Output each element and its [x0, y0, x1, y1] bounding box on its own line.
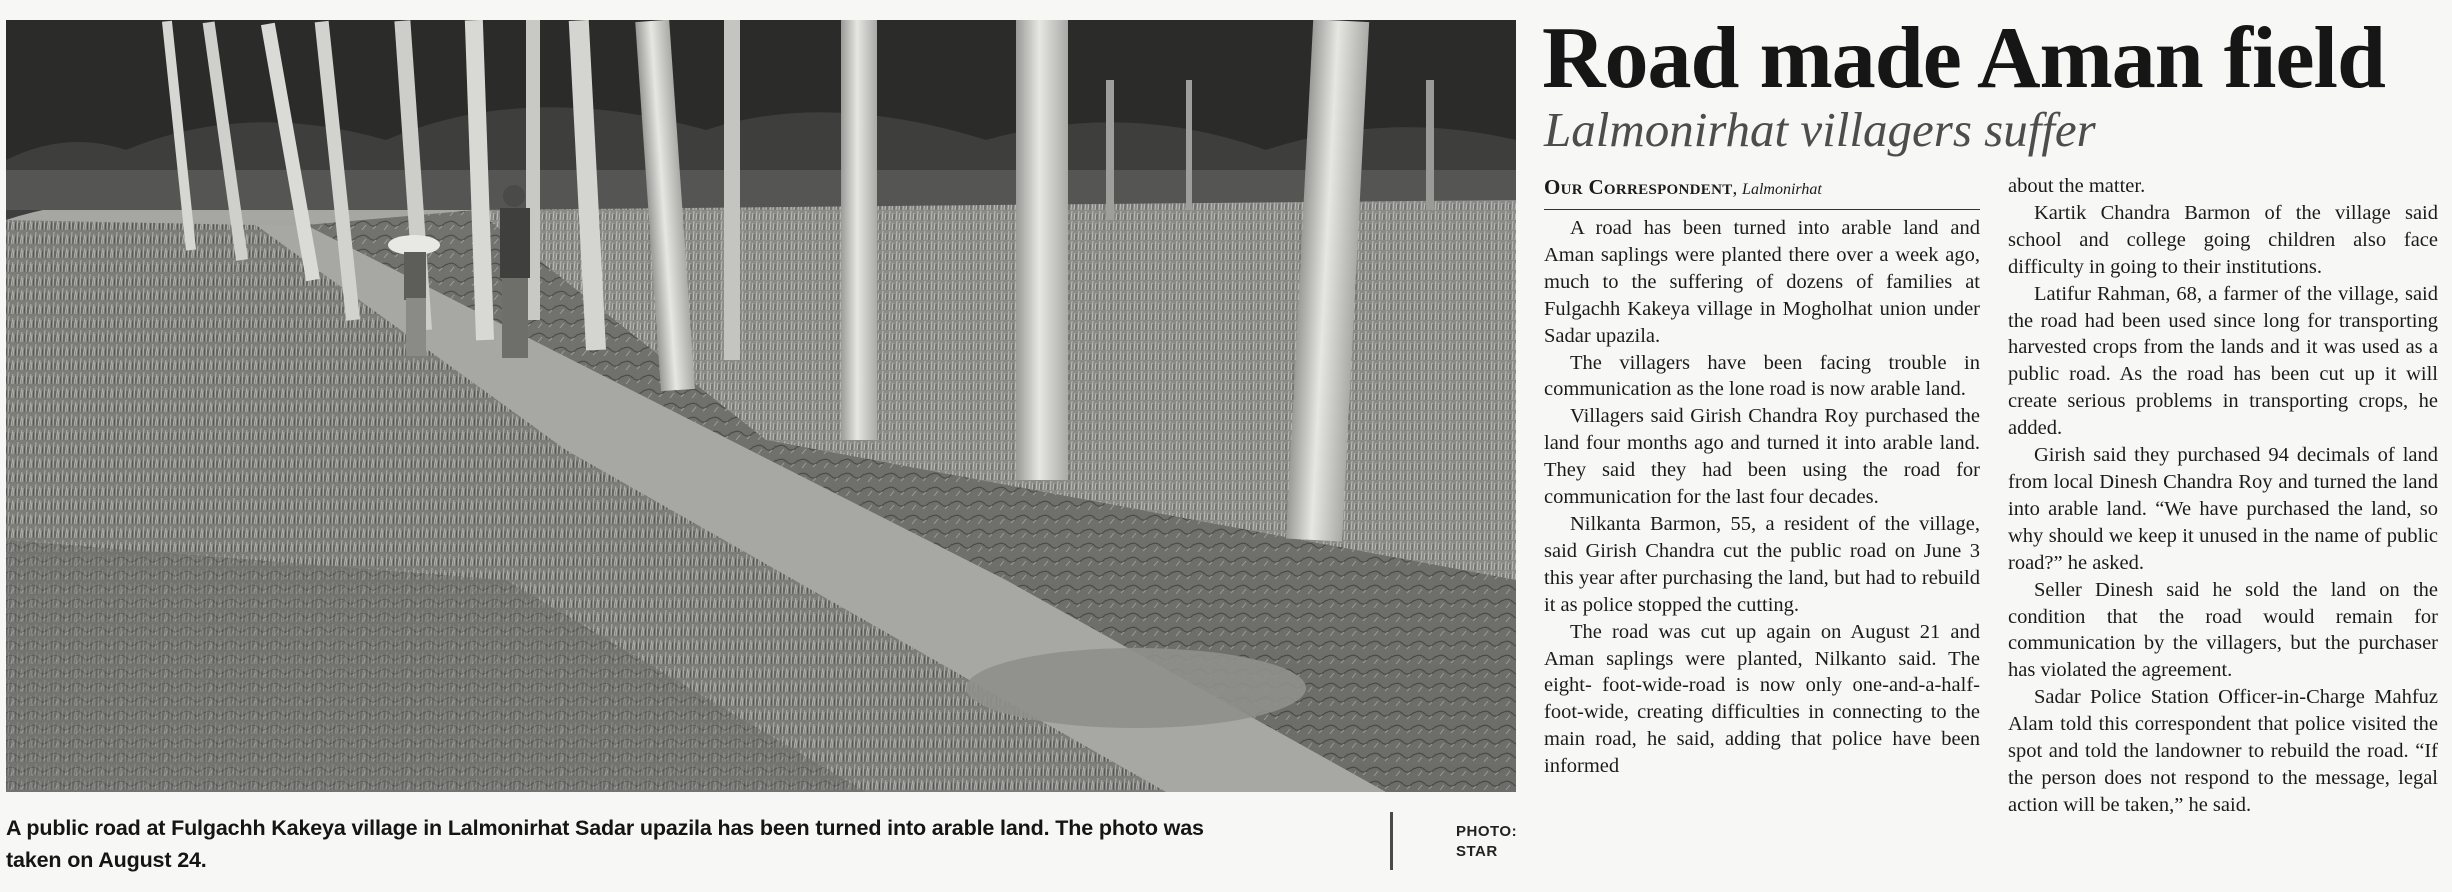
photo-credit-label: PHOTO:: [1456, 823, 1518, 840]
byline-separator: ,: [1732, 178, 1743, 199]
paragraph: Seller Dinesh said he sold the land on the condition that the road would remain for communication by the villagers, but the purchaser has violated the agreement.: [2008, 578, 2438, 682]
headline: Road made Aman field: [1542, 10, 2385, 107]
paragraph: A road has been turned into arable land and Aman saplings were planted there over a week ago, much to the suffering of dozens of families at Fulgachh Kakeya village in Mogholhat union under Sadar upazila.: [1544, 217, 1980, 347]
photo-credit: [1456, 822, 1517, 862]
byline-place: Lalmonirhat: [1742, 181, 1822, 198]
news-photo: [6, 20, 1516, 792]
paragraph: Latifur Rahman, 68, a farmer of the village, said the road had been used since long for transporting harvested crops from the lands and it was used as a public road. As the road has been cut up it will create serious problems in transporting crops, he added.: [2008, 282, 2438, 440]
byline: [1544, 174, 1980, 210]
paragraph: The road was cut up again on August 21 and Aman saplings were planted, Nilkanto said. The eight- foot-wide-road is now only one-and-a-half-foot-wide, creating difficulties in connecting to the main road, he said, adding that police have been informed: [1544, 620, 1980, 778]
article-column-1: [1544, 215, 1980, 780]
photo-caption: A public road at Fulgachh Kakeya village in Lalmonirhat Sadar upazila has been turned into arable land. The photo was taken on August 24.: [6, 816, 1204, 872]
paragraph: Nilkanta Barmon, 55, a resident of the village, said Girish Chandra cut the public road on June 3 this year after purchasing the land, but had to rebuild it as police stopped the cutting.: [1544, 512, 1980, 616]
paragraph: Sadar Police Station Officer-in-Charge Mahfuz Alam told this correspondent that police visited the spot and told the landowner to rebuild the road. “If the person does not respond to the message, legal action will be taken,” he said.: [2008, 686, 2438, 816]
caption-divider: [1390, 812, 1393, 870]
paragraph: Girish said they purchased 94 decimals of land from local Dinesh Chandra Roy and turned the land into arable land. “We have purchased the land, so why should we keep it unused in the name of public road?” he asked.: [2008, 444, 2438, 574]
article-column-2: [2008, 173, 2438, 819]
paragraph: The villagers have been facing trouble in communication as the lone road is now arable land.: [1544, 351, 1980, 401]
photo-credit-source: STAR: [1456, 843, 1498, 860]
paragraph-continuation: about the matter.: [2008, 175, 2146, 197]
byline-name: Our Correspondent: [1544, 175, 1733, 199]
paragraph: Villagers said Girish Chandra Roy purchased the land four months ago and turned it into arable land. They said they had been using the road for communication for the last four decades.: [1544, 405, 1980, 509]
subheadline: Lalmonirhat villagers suffer: [1544, 102, 2096, 157]
paragraph: Kartik Chandra Barmon of the village said school and college going children also face difficulty in going to their institutions.: [2008, 201, 2438, 278]
